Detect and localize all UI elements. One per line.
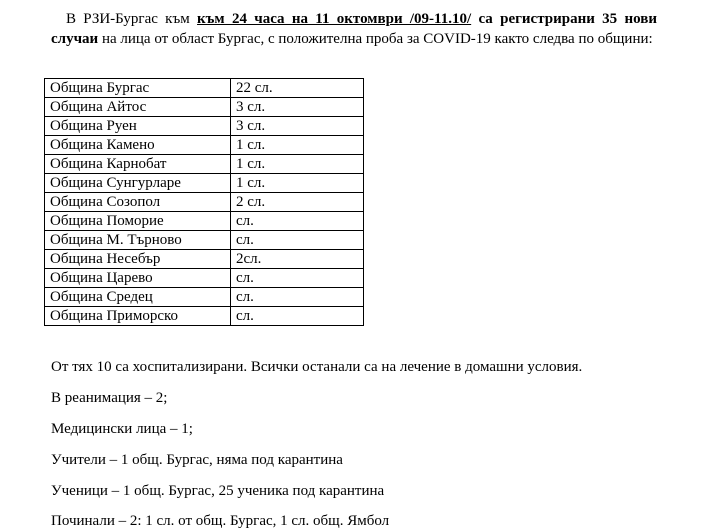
cases-cell: 1 сл. <box>231 136 364 155</box>
table-row <box>45 288 364 307</box>
table-row <box>45 136 364 155</box>
teachers-paragraph: Учители – 1 общ. Бургас, няма под карантина <box>51 452 343 468</box>
cases-table-body <box>45 79 364 326</box>
students-paragraph: Ученици – 1 общ. Бургас, 25 ученика под карантина <box>51 483 385 499</box>
cases-cell: 22 сл. <box>231 79 364 98</box>
table-row <box>45 174 364 193</box>
table-row <box>45 307 364 326</box>
table-row <box>45 269 364 288</box>
deceased-paragraph: Починали – 2: 1 сл. от общ. Бургас, 1 сл. общ. Ямбол <box>51 513 390 529</box>
cases-by-municipality-table <box>44 78 364 326</box>
intro-paragraph <box>51 9 657 49</box>
municipality-cell: Община Карнобат <box>45 155 231 174</box>
icu-paragraph: В реанимация – 2; <box>51 390 168 406</box>
intro-suffix: на лица от област Бургас, с положителна проба за COVID-19 както следва по общини: <box>98 31 653 47</box>
table-row <box>45 212 364 231</box>
municipality-cell: Община М. Търново <box>45 231 231 250</box>
municipality-cell: Община Царево <box>45 269 231 288</box>
municipality-cell: Община Айтос <box>45 98 231 117</box>
cases-cell: 3 сл. <box>231 117 364 136</box>
medical-staff-paragraph: Медицински лица – 1; <box>51 421 193 437</box>
cases-cell: сл. <box>231 231 364 250</box>
cases-cell: 3 сл. <box>231 98 364 117</box>
intro-period: към 24 часа на 11 октомври /09-11.10/ <box>197 11 472 27</box>
municipality-cell: Община Несебър <box>45 250 231 269</box>
municipality-cell: Община Руен <box>45 117 231 136</box>
table-row <box>45 231 364 250</box>
municipality-cell: Община Средец <box>45 288 231 307</box>
municipality-cell: Община Сунгурларе <box>45 174 231 193</box>
cases-cell: 2 сл. <box>231 193 364 212</box>
table-row <box>45 79 364 98</box>
intro-new-cases: са регистрирани 35 нови случаи <box>51 11 657 47</box>
municipality-cell: Община Созопол <box>45 193 231 212</box>
table-row <box>45 117 364 136</box>
municipality-cell: Община Поморие <box>45 212 231 231</box>
intro-prefix: В РЗИ-Бургас към <box>66 11 198 27</box>
table-row <box>45 250 364 269</box>
cases-cell: сл. <box>231 269 364 288</box>
municipality-cell: Община Камено <box>45 136 231 155</box>
cases-cell: сл. <box>231 288 364 307</box>
table-row <box>45 155 364 174</box>
table-row <box>45 98 364 117</box>
municipality-cell: Община Приморско <box>45 307 231 326</box>
cases-cell: 1 сл. <box>231 155 364 174</box>
hospitalized-paragraph: От тях 10 са хоспитализирани. Всички останали са на лечение в домашни условия. <box>51 359 583 375</box>
cases-cell: 2сл. <box>231 250 364 269</box>
municipality-cell: Община Бургас <box>45 79 231 98</box>
cases-cell: 1 сл. <box>231 174 364 193</box>
table-row <box>45 193 364 212</box>
cases-cell: сл. <box>231 212 364 231</box>
cases-cell: сл. <box>231 307 364 326</box>
